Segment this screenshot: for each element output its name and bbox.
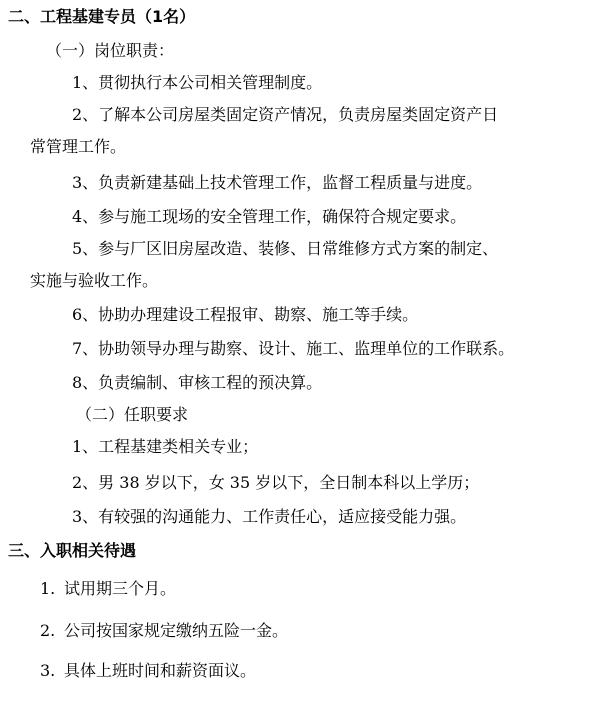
list-number: 3. — [40, 661, 56, 680]
benefit-item-1 — [40, 578, 176, 600]
requirements-subheading: （二）任职要求 — [76, 405, 189, 424]
requirement-item-3: 3、有较强的沟通能力、工作责任心，适应接受能力强。 — [72, 507, 467, 526]
list-text: 具体上班时间和薪资面议。 — [64, 661, 257, 680]
section-2-heading: 二、工程基建专员（1名） — [8, 7, 196, 26]
list-text: 试用期三个月。 — [64, 579, 177, 598]
requirement-item-2: 2、男 38 岁以下，女 35 岁以下，全日制本科以上学历； — [72, 473, 480, 492]
duty-item-3: 3、负责新建基础上技术管理工作，监督工程质量与进度。 — [72, 173, 483, 192]
duties-subheading: （一）岗位职责： — [46, 41, 175, 60]
benefit-item-3 — [40, 660, 256, 682]
duty-item-4: 4、参与施工现场的安全管理工作，确保符合规定要求。 — [72, 207, 467, 226]
list-text: 公司按国家规定缴纳五险一金。 — [64, 621, 289, 640]
section-3-heading: 三、入职相关待遇 — [8, 541, 137, 560]
duty-item-6: 6、协助办理建设工程报审、勘察、施工等手续。 — [72, 305, 419, 324]
duty-item-8: 8、负责编制、审核工程的预决算。 — [72, 373, 323, 392]
duty-item-7: 7、协助领导办理与勘察、设计、施工、监理单位的工作联系。 — [72, 339, 515, 358]
duty-item-5: 5、参与厂区旧房屋改造、装修、日常维修方式方案的制定、 — [72, 239, 499, 258]
list-number: 2. — [40, 621, 56, 640]
duty-item-2: 2、了解本公司房屋类固定资产情况，负责房屋类固定资产日 — [72, 105, 499, 124]
duty-item-2-continued: 常管理工作。 — [30, 137, 127, 156]
benefit-item-2 — [40, 620, 288, 642]
duty-item-1: 1、贯彻执行本公司相关管理制度。 — [72, 73, 323, 92]
requirement-item-1: 1、工程基建类相关专业； — [72, 437, 259, 456]
list-number: 1. — [40, 579, 56, 598]
duty-item-5-continued: 实施与验收工作。 — [30, 271, 159, 290]
